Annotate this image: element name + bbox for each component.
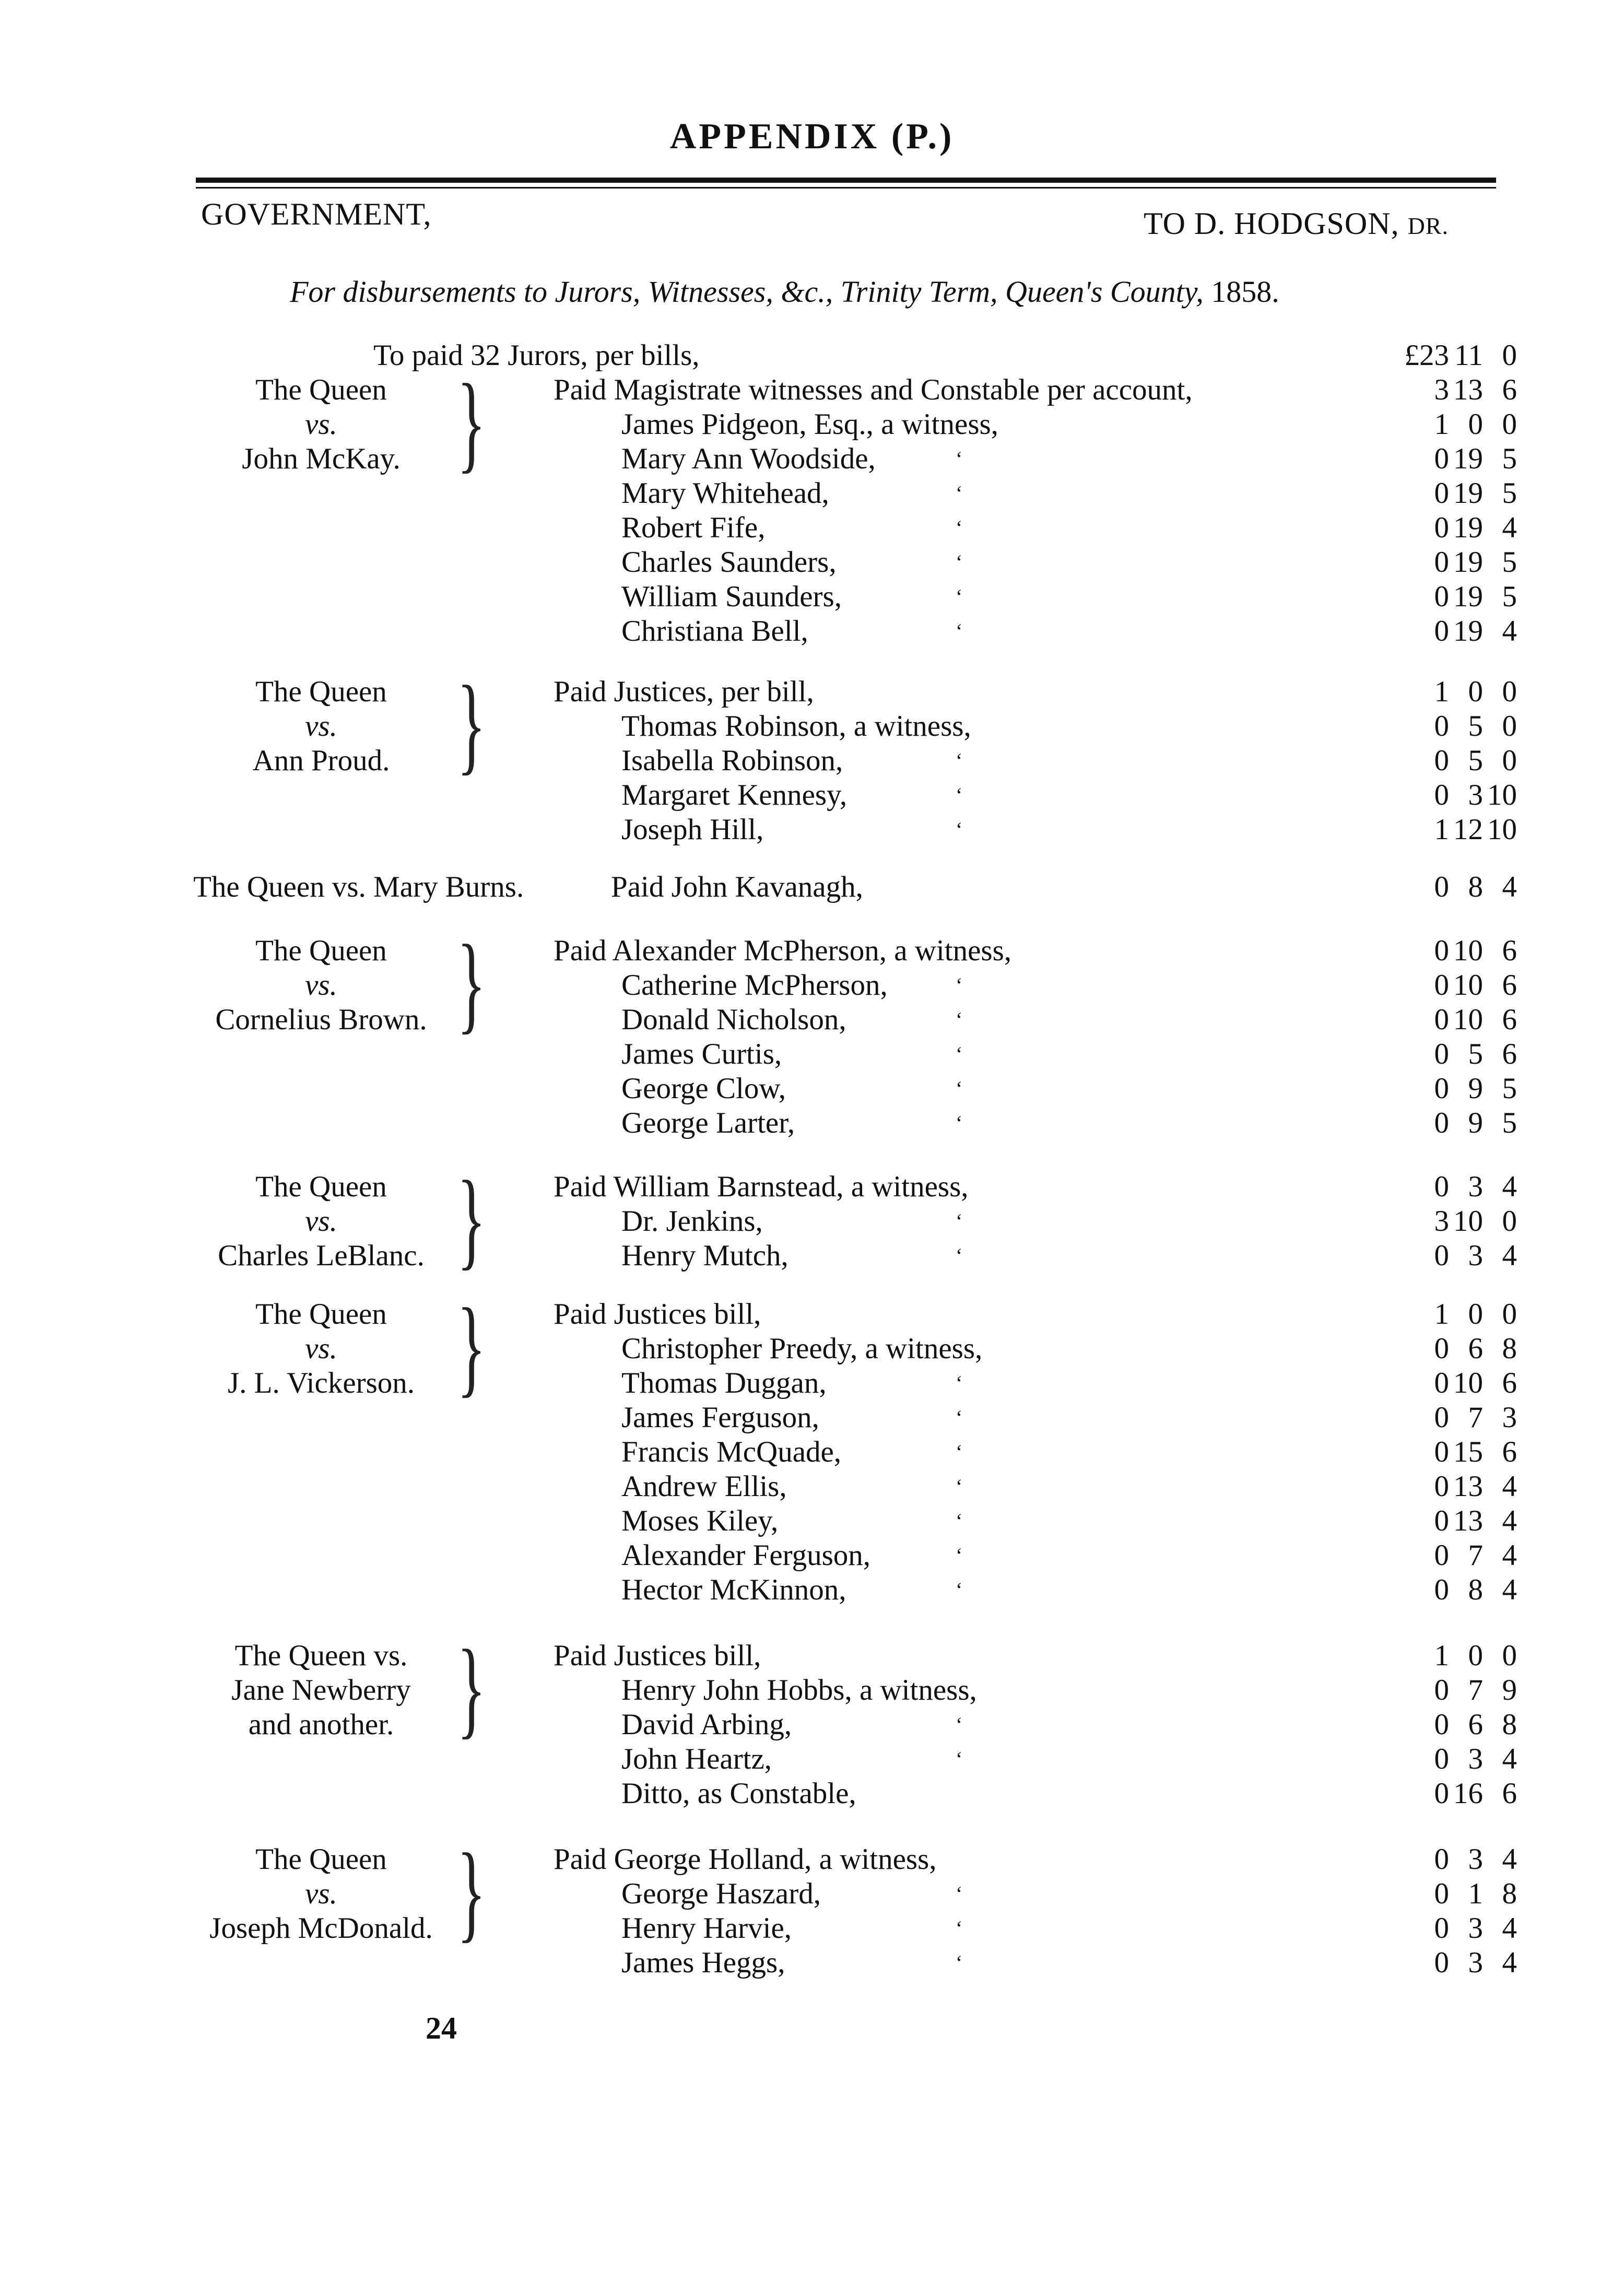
amount-pounds: 0	[1434, 934, 1449, 967]
amount-pence: 6	[1502, 969, 1517, 1002]
entry-main: Paid Justices, per bill,	[554, 675, 814, 708]
amount-shillings: 13	[1453, 373, 1483, 406]
case-brace: }	[457, 1286, 486, 1407]
amount-shillings: 19	[1453, 546, 1483, 579]
amount-pounds: 0	[1434, 969, 1449, 1002]
debtor-label: GOVERNMENT,	[201, 197, 432, 231]
amount-pounds: 0	[1434, 1072, 1449, 1105]
entry-item: Henry Harvie,	[621, 1912, 792, 1945]
amount-pence: 5	[1502, 477, 1517, 510]
amount-pounds: 1	[1434, 813, 1449, 846]
amount-shillings: 3	[1468, 779, 1483, 811]
case-brace: }	[457, 664, 486, 785]
amount-pounds: 1	[1434, 1639, 1449, 1672]
amount-pence: 0	[1502, 675, 1517, 708]
amount-shillings: 3	[1468, 1239, 1483, 1272]
entry-item: Robert Fife,	[621, 511, 766, 544]
entry-item: Alexander Ferguson,	[621, 1539, 871, 1572]
case-title-line: Joseph McDonald.	[209, 1912, 433, 1945]
amount-shillings: 7	[1468, 1401, 1483, 1434]
amount-shillings: 5	[1468, 710, 1483, 743]
case-title-line: vs.	[305, 710, 337, 743]
amount-pence: 0	[1502, 1205, 1517, 1238]
amount-pence: 0	[1502, 1298, 1517, 1331]
case-title-line: Cornelius Brown.	[215, 1003, 427, 1036]
amount-pence: 0	[1502, 744, 1517, 777]
amount-shillings: 10	[1453, 934, 1483, 967]
amount-pence: 4	[1502, 1239, 1517, 1272]
case-title-line: J. L. Vickerson.	[227, 1367, 415, 1399]
creditor-label	[1144, 206, 1449, 242]
amount-pounds: 0	[1434, 615, 1449, 648]
amount-pounds: 3	[1434, 1205, 1449, 1238]
amount-pounds: 0	[1434, 1674, 1449, 1707]
case-title-line: Ann Proud.	[252, 744, 390, 777]
ditto-mark: ‘	[956, 1951, 963, 1974]
entry-main: Paid Alexander McPherson, a witness,	[554, 934, 1012, 967]
amount-pounds: 0	[1434, 442, 1449, 475]
ditto-mark: ‘	[956, 749, 963, 772]
amount-pence: 5	[1502, 1107, 1517, 1139]
amount-pence: 5	[1502, 546, 1517, 579]
amount-pence: 4	[1502, 615, 1517, 648]
entry-item: Isabella Robinson,	[621, 744, 843, 777]
heading-rule-thin	[196, 187, 1496, 189]
ditto-mark: ‘	[956, 1882, 963, 1905]
amount-shillings: 19	[1453, 580, 1483, 613]
amount-pence: 5	[1502, 1072, 1517, 1105]
amount-pence: 4	[1502, 1912, 1517, 1945]
amount-shillings: 7	[1468, 1539, 1483, 1572]
amount-shillings: 9	[1468, 1072, 1483, 1105]
ditto-mark: ‘	[956, 818, 963, 841]
amount-shillings: 13	[1453, 1504, 1483, 1537]
account-subtitle	[290, 274, 1279, 309]
amount-pence: 8	[1502, 1708, 1517, 1741]
case-title-line: and another.	[248, 1708, 394, 1741]
case-brace: }	[457, 1831, 486, 1952]
entry-item: Ditto, as Constable,	[621, 1777, 856, 1810]
amount-pence: 4	[1502, 1504, 1517, 1537]
entry-item: Dr. Jenkins,	[621, 1205, 763, 1238]
amount-pounds: 0	[1434, 511, 1449, 544]
amount-pence: 6	[1502, 1435, 1517, 1468]
case-title-inline: The Queen vs. Mary Burns.	[193, 870, 524, 903]
case-title-line: The Queen	[255, 934, 387, 967]
amount-pounds: 1	[1434, 408, 1449, 441]
amount-pence: 6	[1502, 1777, 1517, 1810]
amount-pence: 4	[1502, 870, 1517, 903]
amount-pence: 3	[1502, 1401, 1517, 1434]
entry-item: Mary Ann Woodside,	[621, 442, 876, 475]
entry-item: Francis McQuade,	[621, 1435, 842, 1468]
entry-item: Christiana Bell,	[621, 615, 808, 648]
amount-pence: 6	[1502, 373, 1517, 406]
creditor-name: TO D. HODGSON,	[1144, 206, 1399, 241]
amount-pounds: 0	[1434, 1573, 1449, 1606]
case-title-line: vs.	[305, 1205, 337, 1238]
ditto-mark: ‘	[956, 1916, 963, 1940]
amount-pence: 0	[1502, 1639, 1517, 1672]
amount-pence: 4	[1502, 1743, 1517, 1775]
ditto-mark: ‘	[956, 1544, 963, 1567]
subtitle-text: For disbursements to Jurors, Witnesses, &c., Trinity Term, Queen's County,	[290, 275, 1204, 309]
ditto-mark: ‘	[956, 1244, 963, 1267]
amount-pounds: 0	[1434, 1332, 1449, 1365]
amount-pounds: 0	[1434, 1539, 1449, 1572]
ditto-mark: ‘	[956, 1440, 963, 1464]
amount-shillings: 19	[1453, 442, 1483, 475]
ditto-mark: ‘	[956, 1747, 963, 1771]
amount-pence: 4	[1502, 1470, 1517, 1503]
amount-shillings: 0	[1468, 1639, 1483, 1672]
amount-pence: 6	[1502, 1003, 1517, 1036]
amount-shillings: 19	[1453, 615, 1483, 648]
case-title-line: vs.	[305, 969, 337, 1002]
amount-pounds: 0	[1434, 477, 1449, 510]
amount-pounds: 0	[1434, 1038, 1449, 1070]
ditto-mark: ‘	[956, 973, 963, 997]
amount-shillings: 11	[1454, 339, 1483, 372]
case-title-line: The Queen	[255, 1843, 387, 1876]
amount-pounds: 0	[1434, 1777, 1449, 1810]
entry-item: James Ferguson,	[621, 1401, 819, 1434]
amount-pence: 4	[1502, 1843, 1517, 1876]
ditto-mark: ‘	[956, 585, 963, 608]
amount-pence: 5	[1502, 580, 1517, 613]
amount-shillings: 3	[1468, 1912, 1483, 1945]
case-brace: }	[457, 362, 486, 483]
amount-shillings: 9	[1468, 1107, 1483, 1139]
amount-pounds: 0	[1434, 1239, 1449, 1272]
case-title-line: John McKay.	[242, 442, 401, 475]
entry-item: Thomas Robinson, a witness,	[621, 710, 971, 743]
ditto-mark: ‘	[956, 783, 963, 807]
amount-shillings: 8	[1468, 1573, 1483, 1606]
ditto-mark: ‘	[956, 1578, 963, 1602]
entry-item: George Larter,	[621, 1107, 795, 1139]
amount-pounds: 0	[1434, 1003, 1449, 1036]
entry-main: Paid Justices bill,	[554, 1639, 761, 1672]
entry-main: Paid George Holland, a witness,	[554, 1843, 937, 1876]
amount-pounds: 0	[1434, 1170, 1449, 1203]
ditto-mark: ‘	[956, 1406, 963, 1429]
entry-item: John Heartz,	[621, 1743, 772, 1775]
case-title-line: The Queen	[255, 675, 387, 708]
amount-pounds: 0	[1434, 580, 1449, 613]
case-brace: }	[457, 1628, 486, 1749]
case-brace: }	[457, 923, 486, 1044]
amount-shillings: 0	[1468, 675, 1483, 708]
amount-pounds: 0	[1434, 1504, 1449, 1537]
heading-rule-thick	[196, 178, 1496, 183]
entry-item: Charles Saunders,	[621, 546, 837, 579]
amount-shillings: 16	[1453, 1777, 1483, 1810]
amount-shillings: 7	[1468, 1674, 1483, 1707]
amount-shillings: 5	[1468, 744, 1483, 777]
ditto-mark: ‘	[956, 447, 963, 470]
amount-pence: 10	[1487, 779, 1517, 811]
entry-item: Joseph Hill,	[621, 813, 764, 846]
subtitle-year: 1858.	[1211, 275, 1279, 309]
entry-item: George Clow,	[621, 1072, 786, 1105]
amount-shillings: 10	[1453, 1205, 1483, 1238]
entry-item: Donald Nicholson,	[621, 1003, 846, 1036]
case-title-line: The Queen	[255, 373, 387, 406]
amount-shillings: 10	[1453, 1367, 1483, 1399]
case-title-line: vs.	[305, 408, 337, 441]
amount-pounds: 0	[1434, 1912, 1449, 1945]
amount-shillings: 6	[1468, 1332, 1483, 1365]
amount-pounds: 0	[1434, 1708, 1449, 1741]
entry-item: Thomas Duggan,	[621, 1367, 827, 1399]
amount-pence: 9	[1502, 1674, 1517, 1707]
creditor-suffix: DR.	[1407, 213, 1449, 239]
entry-main: Paid William Barnstead, a witness,	[554, 1170, 969, 1203]
amount-shillings: 1	[1468, 1877, 1483, 1910]
entry-main: Paid Magistrate witnesses and Constable per account,	[554, 373, 1193, 406]
entry-item: Mary Whitehead,	[621, 477, 829, 510]
ditto-mark: ‘	[956, 619, 963, 643]
ditto-mark: ‘	[956, 1209, 963, 1233]
amount-shillings: 19	[1453, 477, 1483, 510]
amount-pounds: 0	[1434, 744, 1449, 777]
amount-pounds: 0	[1434, 1401, 1449, 1434]
amount-shillings: 3	[1468, 1946, 1483, 1979]
ditto-mark: ‘	[956, 1042, 963, 1066]
amount-pounds: 0	[1434, 1107, 1449, 1139]
amount-pounds: 0	[1434, 1435, 1449, 1468]
amount-shillings: 15	[1453, 1435, 1483, 1468]
entry-item: Henry John Hobbs, a witness,	[621, 1674, 977, 1707]
amount-pounds: 0	[1434, 779, 1449, 811]
jurors-line: To paid 32 Jurors, per bills,	[373, 339, 700, 372]
amount-shillings: 0	[1468, 1298, 1483, 1331]
amount-shillings: 3	[1468, 1843, 1483, 1876]
amount-pounds: 0	[1434, 1946, 1449, 1979]
entry-item: James Heggs,	[621, 1946, 785, 1979]
entry-item: Hector McKinnon,	[621, 1573, 846, 1606]
amount-pounds: 0	[1434, 1367, 1449, 1399]
case-title-line: vs.	[305, 1877, 337, 1910]
amount-pence: 6	[1502, 934, 1517, 967]
entry-item: Christopher Preedy, a witness,	[621, 1332, 983, 1365]
ditto-mark: ‘	[956, 1077, 963, 1100]
amount-shillings: 12	[1453, 813, 1483, 846]
amount-pounds: 0	[1434, 546, 1449, 579]
entry-item: Margaret Kennesy,	[621, 779, 848, 811]
amount-pence: 8	[1502, 1332, 1517, 1365]
amount-shillings: 6	[1468, 1708, 1483, 1741]
amount-pounds: 3	[1434, 373, 1449, 406]
case-title-line: Jane Newberry	[231, 1674, 411, 1707]
entry-item: William Saunders,	[621, 580, 842, 613]
entry-item: Moses Kiley,	[621, 1504, 779, 1537]
amount-pounds: 1	[1434, 675, 1449, 708]
amount-pounds: 0	[1434, 1743, 1449, 1775]
ditto-mark: ‘	[956, 1008, 963, 1031]
page-heading: APPENDIX (P.)	[669, 116, 955, 157]
entry-item: Catherine McPherson,	[621, 969, 888, 1002]
amount-pounds: 1	[1434, 1298, 1449, 1331]
amount-shillings: 0	[1468, 408, 1483, 441]
amount-pence: 4	[1502, 511, 1517, 544]
case-brace: }	[457, 1159, 486, 1280]
ditto-mark: ‘	[956, 1475, 963, 1498]
entry-item: Henry Mutch,	[621, 1239, 789, 1272]
amount-pence: 4	[1502, 1539, 1517, 1572]
amount-pence: 0	[1502, 339, 1517, 372]
amount-pence: 4	[1502, 1946, 1517, 1979]
amount-pounds: 0	[1434, 1877, 1449, 1910]
entry-item: Andrew Ellis,	[621, 1470, 787, 1503]
amount-pence: 0	[1502, 408, 1517, 441]
case-title-line: The Queen vs.	[234, 1639, 408, 1672]
amount-pence: 6	[1502, 1038, 1517, 1070]
amount-shillings: 19	[1453, 511, 1483, 544]
amount-shillings: 3	[1468, 1170, 1483, 1203]
amount-shillings: 3	[1468, 1743, 1483, 1775]
entry-item: David Arbing,	[621, 1708, 792, 1741]
amount-shillings: 10	[1453, 969, 1483, 1002]
amount-pence: 8	[1502, 1877, 1517, 1910]
ditto-mark: ‘	[956, 1371, 963, 1395]
amount-pounds: 0	[1434, 870, 1449, 903]
amount-shillings: 5	[1468, 1038, 1483, 1070]
entry-main: Paid Justices bill,	[554, 1298, 761, 1331]
case-title-line: vs.	[305, 1332, 337, 1365]
ditto-mark: ‘	[956, 550, 963, 574]
entry-item: George Haszard,	[621, 1877, 821, 1910]
amount-pence: 4	[1502, 1170, 1517, 1203]
case-title-line: Charles LeBlanc.	[218, 1239, 425, 1272]
entry-main: Paid John Kavanagh,	[611, 870, 863, 903]
ditto-mark: ‘	[956, 1111, 963, 1135]
amount-pounds: £23	[1404, 339, 1449, 372]
amount-pounds: 0	[1434, 710, 1449, 743]
amount-pence: 4	[1502, 1573, 1517, 1606]
case-title-line: The Queen	[255, 1170, 387, 1203]
ditto-mark: ‘	[956, 516, 963, 539]
amount-pence: 10	[1487, 813, 1517, 846]
amount-pence: 0	[1502, 710, 1517, 743]
amount-shillings: 10	[1453, 1003, 1483, 1036]
case-title-line: The Queen	[255, 1298, 387, 1331]
ditto-mark: ‘	[956, 1509, 963, 1533]
amount-pounds: 0	[1434, 1470, 1449, 1503]
ditto-mark: ‘	[956, 1713, 963, 1736]
page-number: 24	[426, 2011, 457, 2045]
amount-pence: 5	[1502, 442, 1517, 475]
amount-pounds: 0	[1434, 1843, 1449, 1876]
amount-pence: 6	[1502, 1367, 1517, 1399]
entry-item: James Curtis,	[621, 1038, 782, 1070]
ditto-mark: ‘	[956, 481, 963, 505]
amount-shillings: 8	[1468, 870, 1483, 903]
amount-shillings: 13	[1453, 1470, 1483, 1503]
entry-item: James Pidgeon, Esq., a witness,	[621, 408, 998, 441]
